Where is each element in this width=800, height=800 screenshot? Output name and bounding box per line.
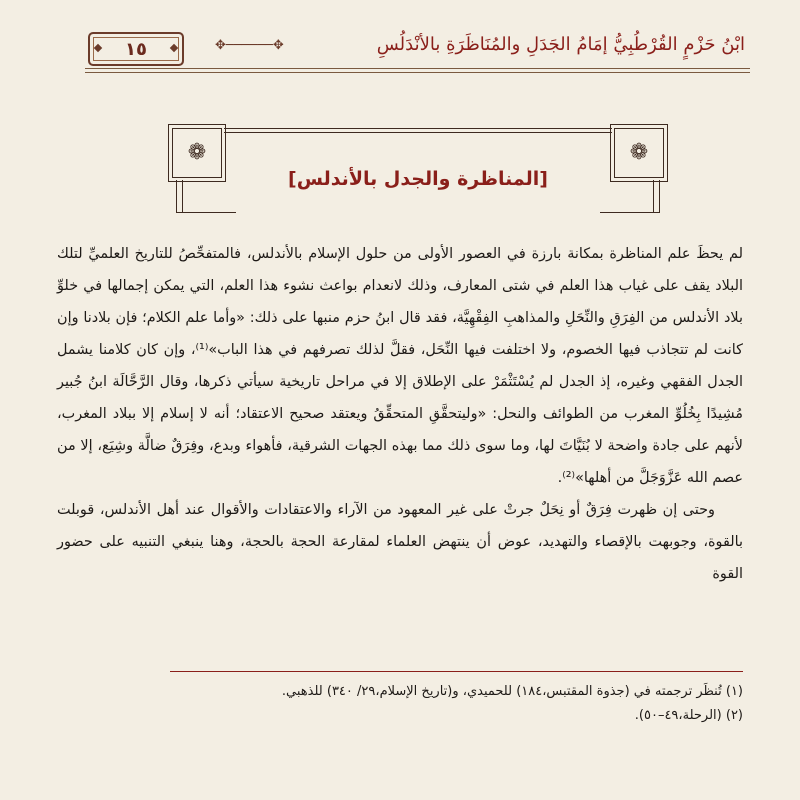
frame-line <box>176 212 236 213</box>
frame-line <box>224 132 612 133</box>
frame-line <box>182 180 183 212</box>
frame-line <box>600 212 660 213</box>
corner-ornament <box>610 124 668 182</box>
rosette-icon: ❁ <box>187 140 207 165</box>
running-title: ابْنُ حَزْمٍ القُرْطُبِيُّ إمَامُ الجَدَلِ والمُنَاظَرَةِ بالأنْدَلُسِ <box>376 34 745 55</box>
page-number: ١٥ <box>125 38 147 60</box>
header-ornament-icon: ✥──────✥ <box>215 38 284 53</box>
chapter-title: [المناظرة والجدل بالأندلس] <box>288 168 548 190</box>
rosette-icon: ❁ <box>629 140 649 165</box>
footnotes <box>57 680 743 728</box>
header-divider <box>85 72 750 73</box>
frame-line <box>653 180 654 212</box>
footnote: (٢) (الرحلة،٤٩–٥٠). <box>634 708 743 723</box>
body-text <box>57 238 743 590</box>
page-number-frame <box>88 32 184 66</box>
body-paragraph: وحتى إن ظهرت فِرَقٌ أو نِحَلٌ جرتْ على غير المعهود من الآراء والاعتقادات والأقوال عند أهل الأندلس، قوبلت بالقوة، وجوبهت بالإقصاء والتهديد، عوض أن ينتهض العلماء لمقارعة الحجة بالحجة، وهنا ينبغي التنبيه على حضور القوة <box>57 502 743 582</box>
footnote-separator <box>170 671 743 672</box>
corner-ornament <box>168 124 226 182</box>
frame-line <box>659 180 660 212</box>
frame-line <box>224 128 612 129</box>
frame-ornament-icon <box>94 44 102 52</box>
chapter-heading-frame <box>168 124 668 220</box>
frame-ornament-icon <box>170 44 178 52</box>
header-divider <box>85 68 750 69</box>
footnote: (١) تُنظَر ترجمته في (جذوة المقتبس،١٨٤) للحميدي، و(تاريخ الإسلام،٢٩/ ٣٤٠) للذهبي. <box>281 684 743 699</box>
frame-line <box>176 180 177 212</box>
body-paragraph: لم يحظَ علم المناظرة بمكانة بارزة في العصور الأولى من حلول الإسلام بالأندلس، فالمتفحِّصُ للتاريخ العلميِّ لتلك البلاد يقف على غياب هذا العلم في شتى المعارف، وذلك لانعدام بواعث نشوء هذا العلم، التي يمكن إجمالها في خلوِّ بلاد الأندلس من الفِرَقِ والنِّحَلِ والمذاهبِ الفِقْهِيَّة، فقد قال ابنُ حزم منبها على ذلك: «وأما علم الكلام؛ فإن بلادنا وإن كانت لم تتجاذب فيها الخصوم، ولا اختلفت فيها النِّحَل، فقلَّ لذلك تصرفهم في هذا الباب»⁽¹⁾، وإن كان كلامنا يشمل الجدل الفقهي وغيره، إذ الجدل لم يُسْتَثْمَرْ على الإطلاق إلا في مراحل تاريخية سيأتي ذكرها، وقال الرَّحَّالَة ابنُ جُبير مُشِيدًا بِخُلُوِّ المغرب من الطوائف والنحل: «وليتحقَّقِ المتحقِّقُ ويعتقد صحيح الاعتقاد؛ أنه لا إسلام إلا ببلاد المغرب، لأنهم على جادة واضحة لا بُنَيَّاتَ لها، وما سوى ذلك مما بهذه الجهات الشرقية، فأهواء وبدع، وفِرَقٌ ضالَّة وشِيَع، إلا من عصم الله عَزَّوَجَلَّ من أهلها»⁽²⁾. <box>57 246 743 486</box>
